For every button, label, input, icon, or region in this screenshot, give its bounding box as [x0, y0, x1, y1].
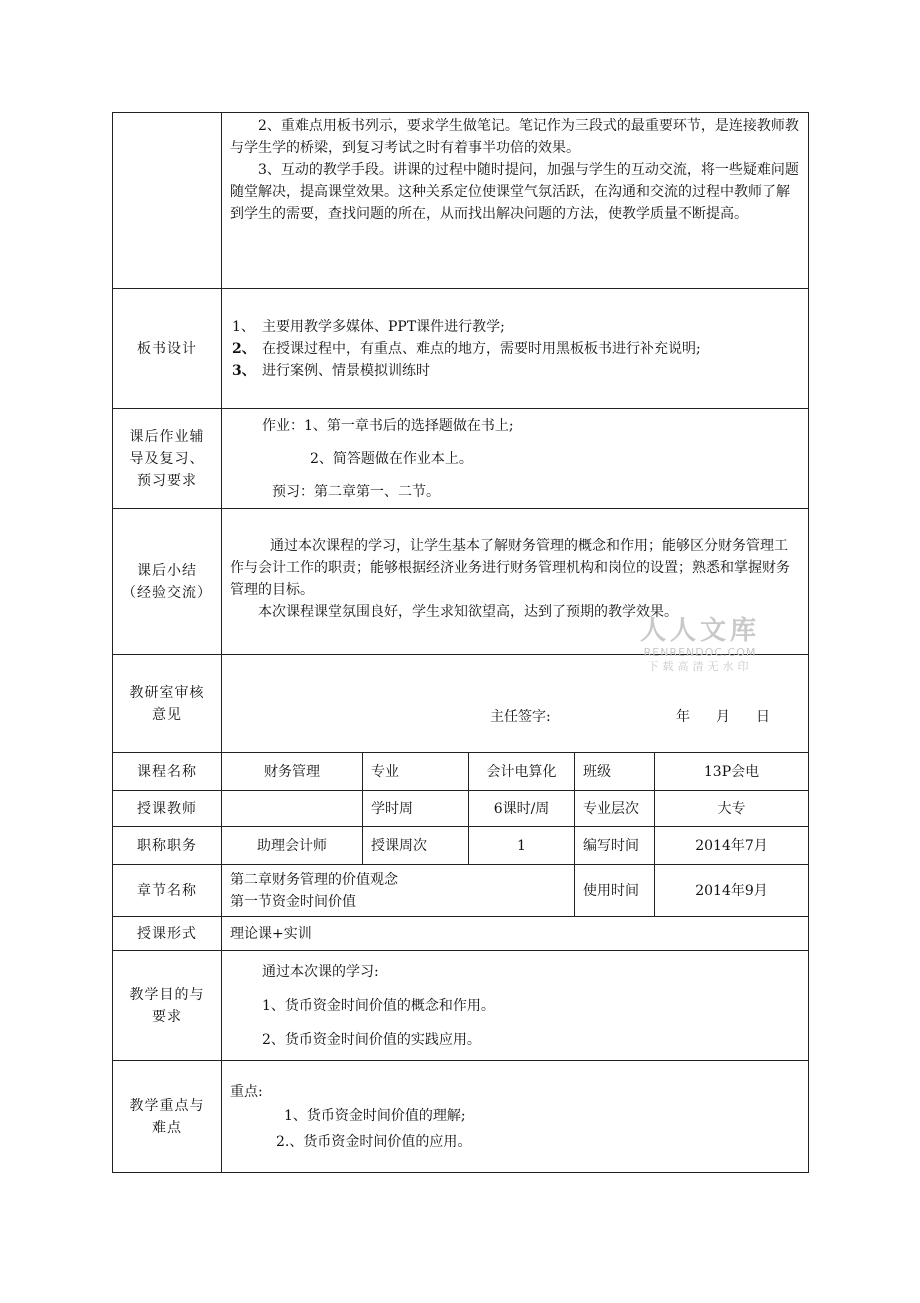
hours-label: 学时周	[363, 791, 469, 827]
objectives-item: 2、货币资金时间价值的实践应用。	[262, 1031, 481, 1048]
objectives-content	[222, 951, 809, 1061]
major-label: 专业	[363, 753, 469, 791]
homework-line: 作业：1、第一章书后的选择题做在书上;	[262, 417, 514, 434]
keypoints-item: 1、货币资金时间价值的理解;	[284, 1108, 466, 1124]
review-label: 教研室审核 意见	[113, 655, 222, 753]
top-section-label	[113, 113, 222, 289]
board-design-item: 3、 进行案例、情景模拟训练时	[232, 362, 430, 379]
top-paragraph: 2、重难点用板书列示，要求学生做笔记。笔记作为三段式的最重要环节，是连接教师教与学生学的桥梁，到复习考试之时有着事半功倍的效果。	[230, 118, 799, 156]
title-row	[113, 827, 809, 865]
course-value: 财务管理	[222, 753, 363, 791]
course-label: 课程名称	[113, 753, 222, 791]
watermark-brand: 人人文库	[640, 616, 761, 646]
board-design-item: 2、 在授课过程中，有重点、难点的地方，需要时用黑板板书进行补充说明;	[232, 340, 701, 357]
watermark	[640, 616, 760, 674]
form-row	[113, 917, 809, 951]
course-row	[113, 753, 809, 791]
chapter-label: 章节名称	[113, 865, 222, 917]
level-label: 专业层次	[575, 791, 655, 827]
homework-row	[113, 409, 809, 509]
watermark-url: RENRENDOC.COM	[643, 646, 757, 659]
title-value: 助理会计师	[222, 827, 363, 865]
month-label: 月	[716, 709, 730, 725]
signature-label: 主任签字:	[490, 709, 551, 725]
board-design-label: 板书设计	[113, 289, 222, 409]
summary-paragraph: 通过本次课程的学习，让学生基本了解财务管理的概念和作用；能够区分财务管理工作与会计工作的职责；能够根据经济业务进行财务管理机构和岗位的设置；熟悉和掌握财务管理的目标。	[230, 538, 790, 598]
keypoints-row	[113, 1061, 809, 1173]
week-label: 授课周次	[363, 827, 469, 865]
use-label: 使用时间	[575, 865, 655, 917]
keypoints-item: 2.、货币资金时间价值的应用。	[276, 1134, 472, 1150]
board-design-item: 1、 主要用教学多媒体、PPT课件进行教学;	[232, 318, 505, 335]
day-label: 日	[756, 709, 770, 725]
preview-line: 预习：第二章第一、二节。	[272, 483, 440, 500]
week-value: 1	[469, 827, 575, 865]
homework-line: 2、简答题做在作业本上。	[310, 450, 473, 467]
hours-value: 6课时/周	[469, 791, 575, 827]
level-value: 大专	[655, 791, 809, 827]
summary-paragraph: 本次课程课堂氛围良好，学生求知欲望高，达到了预期的教学效果。	[258, 604, 678, 620]
top-paragraph: 3、互动的教学手段。讲课的过程中随时提问，加强与学生的互动交流，将一些疑难问题随堂解决，提高课堂效果。这种关系定位使课堂气氛活跃，在沟通和交流的过程中教师了解到学生的需要，查找问题的所在，从而找出解决问题的方法，使教学质量不断提高。	[230, 162, 799, 222]
homework-label: 课后作业辅 导及复习、 预习要求	[113, 409, 222, 509]
objectives-intro: 通过本次课的学习:	[262, 963, 379, 980]
watermark-subtitle: 下载高清无水印	[647, 660, 753, 673]
summary-label: 课后小结 （经验交流）	[113, 509, 222, 655]
top-section-content	[222, 113, 809, 289]
year-label: 年	[676, 709, 690, 725]
class-label: 班级	[575, 753, 655, 791]
homework-content	[222, 409, 809, 509]
title-label: 职称职务	[113, 827, 222, 865]
chapter-row	[113, 865, 809, 917]
use-value: 2014年9月	[655, 865, 809, 917]
major-value: 会计电算化	[469, 753, 575, 791]
teacher-label: 授课教师	[113, 791, 222, 827]
teacher-value	[222, 791, 363, 827]
board-design-content	[222, 289, 809, 409]
teacher-row	[113, 791, 809, 827]
keypoints-label: 教学重点与 难点	[113, 1061, 222, 1173]
chapter-value: 第二章财务管理的价值观念 第一节资金时间价值	[222, 865, 575, 917]
form-value: 理论课+实训	[222, 917, 809, 951]
form-label: 授课形式	[113, 917, 222, 951]
written-value: 2014年7月	[655, 827, 809, 865]
keypoints-content	[222, 1061, 809, 1173]
class-value: 13P会电	[655, 753, 809, 791]
top-section-row	[113, 113, 809, 289]
written-label: 编写时间	[575, 827, 655, 865]
board-design-row	[113, 289, 809, 409]
keypoints-heading: 重点:	[230, 1084, 263, 1100]
objectives-item: 1、货币资金时间价值的概念和作用。	[262, 997, 495, 1014]
objectives-row	[113, 951, 809, 1061]
objectives-label: 教学目的与 要求	[113, 951, 222, 1061]
